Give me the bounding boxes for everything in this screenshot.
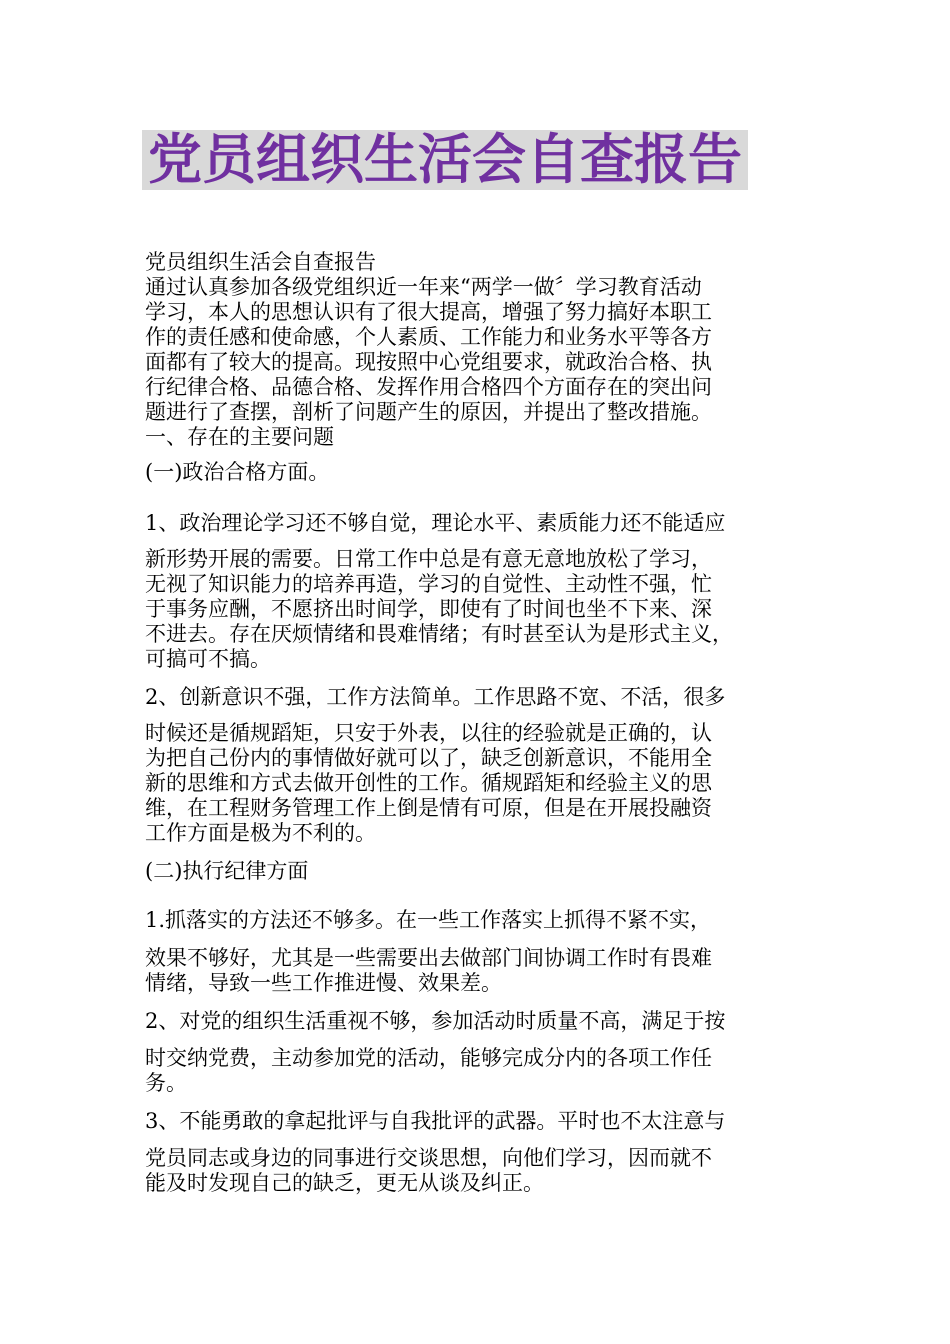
subtitle-line: 党员组织生活会自查报告 xyxy=(145,250,376,274)
subsection-heading: (二)执行纪律方面 xyxy=(145,859,309,883)
paragraph-line: 面都有了较大的提高。现按照中心党组要求，就政治合格、执 xyxy=(145,350,712,374)
paragraph-line: 时候还是循规蹈矩，只安于外表，以往的经验就是正确的，认 xyxy=(145,721,712,745)
paragraph-line: 于事务应酬，不愿挤出时间学，即使有了时间也坐不下来、深 xyxy=(145,597,712,621)
paragraph-line: 3、不能勇敢的拿起批评与自我批评的武器。平时也不太注意与 xyxy=(145,1109,726,1133)
paragraph-line: 工作方面是极为不利的。 xyxy=(145,821,376,845)
paragraph-line: 时交纳党费，主动参加党的活动，能够完成分内的各项工作任 xyxy=(145,1046,712,1070)
paragraph-line: 1.抓落实的方法还不够多。在一些工作落实上抓得不紧不实， xyxy=(145,908,712,932)
paragraph-line: 1、政治理论学习还不够自觉，理论水平、素质能力还不能适应 xyxy=(145,511,726,535)
paragraph-line: 效果不够好，尤其是一些需要出去做部门间协调工作时有畏难 xyxy=(145,946,712,970)
paragraph-line: 作的责任感和使命感，个人素质、工作能力和业务水平等各方 xyxy=(145,325,712,349)
paragraph-line: 2、创新意识不强，工作方法简单。工作思路不宽、不活，很多 xyxy=(145,685,726,709)
paragraph-line: 新的思维和方式去做开创性的工作。循规蹈矩和经验主义的思 xyxy=(145,771,712,795)
paragraph-line: 无视了知识能力的培养再造，学习的自觉性、主动性不强，忙 xyxy=(145,572,712,596)
paragraph-line: 2、对党的组织生活重视不够，参加活动时质量不高，满足于按 xyxy=(145,1009,726,1033)
paragraph-line: 新形势开展的需要。日常工作中总是有意无意地放松了学习， xyxy=(145,547,712,571)
paragraph-line: 学习，本人的思想认识有了很大提高，增强了努力搞好本职工 xyxy=(145,300,712,324)
paragraph-line: 党员同志或身边的同事进行交谈思想，向他们学习，因而就不 xyxy=(145,1146,712,1170)
section-heading: 一、存在的主要问题 xyxy=(145,425,334,449)
paragraph-line: 行纪律合格、品德合格、发挥作用合格四个方面存在的突出问 xyxy=(145,375,712,399)
paragraph-line: 维，在工程财务管理工作上倒是情有可原，但是在开展投融资 xyxy=(145,796,712,820)
paragraph-line: 务。 xyxy=(145,1071,187,1095)
paragraph-line: 为把自己份内的事情做好就可以了，缺乏创新意识，不能用全 xyxy=(145,746,712,770)
paragraph-line: 情绪，导致一些工作推进慢、效果差。 xyxy=(145,971,502,995)
paragraph-line: 能及时发现自己的缺乏，更无从谈及纠正。 xyxy=(145,1171,544,1195)
paragraph-line: 题进行了查摆，剖析了问题产生的原因，并提出了整改措施。 xyxy=(145,400,712,424)
paragraph-line: 可搞可不搞。 xyxy=(145,647,271,671)
paragraph-line: 不进去。存在厌烦情绪和畏难情绪；有时甚至认为是形式主义， xyxy=(145,622,733,646)
document-title: 党员组织生活会自查报告 xyxy=(142,130,748,190)
subsection-heading: (一)政治合格方面。 xyxy=(145,460,330,484)
paragraph-line: 通过认真参加各级党组织近一年来“两学一做〞学习教育活动 xyxy=(145,275,702,299)
